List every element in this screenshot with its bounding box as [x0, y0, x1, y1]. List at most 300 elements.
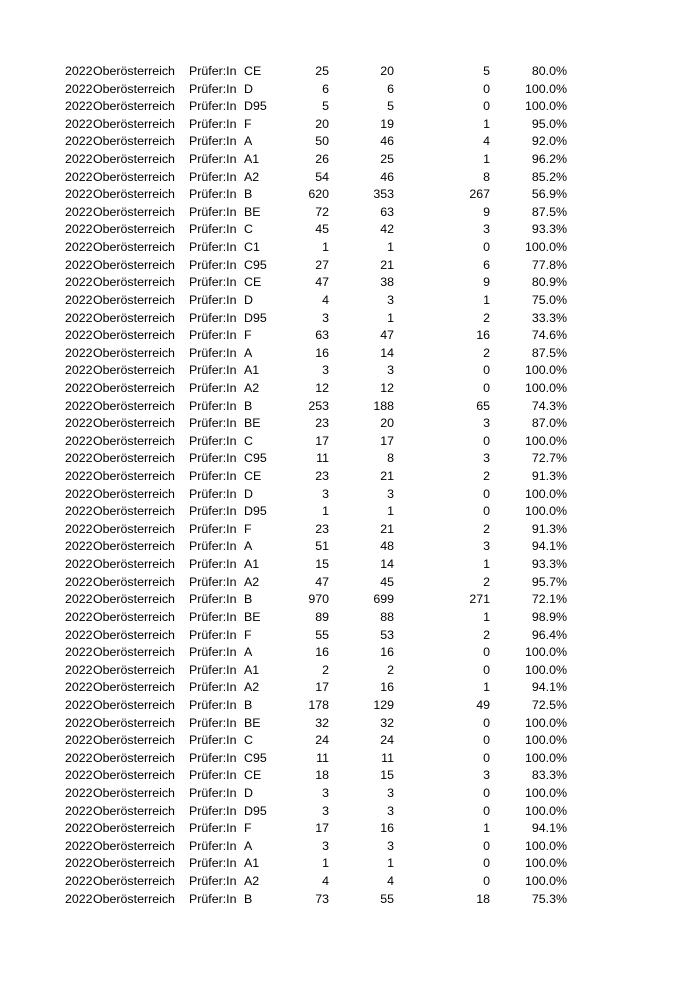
- total-count-cell: 32: [315, 715, 329, 730]
- failed-count-cell: 16: [476, 328, 490, 343]
- pass-rate-cell: 96.4%: [531, 627, 567, 642]
- region-cell: Oberösterreich: [93, 469, 175, 484]
- table-row: [0, 169, 700, 187]
- failed-count-cell: 2: [483, 627, 490, 642]
- table-row: [0, 521, 700, 539]
- passed-count-cell: 45: [380, 574, 394, 589]
- passed-count-cell: 17: [380, 433, 394, 448]
- pass-rate-cell: 85.2%: [531, 169, 567, 184]
- failed-count-cell: 0: [483, 874, 490, 889]
- table-row: [0, 257, 700, 275]
- table-row: [0, 750, 700, 768]
- region-cell: Oberösterreich: [93, 785, 175, 800]
- total-count-cell: 16: [315, 345, 329, 360]
- pass-rate-cell: 94.1%: [531, 539, 567, 554]
- passed-count-cell: 42: [380, 222, 394, 237]
- license-class-cell: A1: [244, 152, 260, 167]
- failed-count-cell: 0: [483, 733, 490, 748]
- license-class-cell: A1: [244, 856, 260, 871]
- year-cell: 2022: [65, 803, 93, 818]
- table-row: [0, 468, 700, 486]
- pass-rate-cell: 100.0%: [524, 380, 567, 395]
- passed-count-cell: 46: [380, 169, 394, 184]
- license-class-cell: F: [244, 328, 252, 343]
- total-count-cell: 54: [315, 169, 329, 184]
- license-class-cell: A1: [244, 557, 260, 572]
- year-cell: 2022: [65, 99, 93, 114]
- table-row: [0, 274, 700, 292]
- table-row: [0, 697, 700, 715]
- failed-count-cell: 2: [483, 345, 490, 360]
- year-cell: 2022: [65, 134, 93, 149]
- region-cell: Oberösterreich: [93, 451, 175, 466]
- role-cell: Prüfer:In: [189, 574, 237, 589]
- failed-count-cell: 18: [476, 891, 490, 906]
- failed-count-cell: 0: [483, 380, 490, 395]
- passed-count-cell: 11: [381, 750, 394, 765]
- region-cell: Oberösterreich: [93, 557, 175, 572]
- license-class-cell: CE: [244, 469, 262, 484]
- year-cell: 2022: [65, 257, 93, 272]
- table-row: [0, 415, 700, 433]
- pass-rate-cell: 100.0%: [524, 750, 567, 765]
- region-cell: Oberösterreich: [93, 838, 175, 853]
- role-cell: Prüfer:In: [189, 64, 237, 78]
- region-cell: Oberösterreich: [93, 363, 175, 378]
- year-cell: 2022: [65, 574, 93, 589]
- role-cell: Prüfer:In: [189, 169, 237, 184]
- passed-count-cell: 3: [387, 363, 394, 378]
- passed-count-cell: 3: [387, 803, 394, 818]
- total-count-cell: 5: [322, 99, 329, 114]
- license-class-cell: D: [244, 292, 253, 307]
- pass-rate-cell: 93.3%: [531, 222, 567, 237]
- passed-count-cell: 55: [380, 891, 394, 906]
- region-cell: Oberösterreich: [93, 398, 175, 413]
- role-cell: Prüfer:In: [189, 715, 237, 730]
- region-cell: Oberösterreich: [93, 697, 175, 712]
- pass-rate-cell: 91.3%: [531, 521, 567, 536]
- region-cell: Oberösterreich: [93, 609, 175, 624]
- passed-count-cell: 16: [380, 645, 394, 660]
- table-row: [0, 204, 700, 222]
- passed-count-cell: 4: [387, 874, 394, 889]
- pass-rate-cell: 100.0%: [524, 856, 567, 871]
- pass-rate-cell: 100.0%: [524, 803, 567, 818]
- failed-count-cell: 2: [483, 521, 490, 536]
- passed-count-cell: 188: [373, 398, 394, 413]
- passed-count-cell: 38: [380, 275, 394, 290]
- total-count-cell: 47: [315, 574, 329, 589]
- role-cell: Prüfer:In: [189, 416, 237, 431]
- year-cell: 2022: [65, 116, 93, 131]
- failed-count-cell: 0: [483, 363, 490, 378]
- total-count-cell: 26: [315, 152, 329, 167]
- region-cell: Oberösterreich: [93, 680, 175, 695]
- license-class-cell: F: [244, 116, 252, 131]
- year-cell: 2022: [65, 662, 93, 677]
- role-cell: Prüfer:In: [189, 81, 237, 96]
- year-cell: 2022: [65, 592, 93, 607]
- license-class-cell: A: [244, 645, 253, 660]
- pass-rate-cell: 100.0%: [524, 81, 567, 96]
- pass-rate-cell: 93.3%: [531, 557, 567, 572]
- region-cell: Oberösterreich: [93, 345, 175, 360]
- total-count-cell: 1: [322, 856, 329, 871]
- table-row: [0, 81, 700, 99]
- passed-count-cell: 48: [380, 539, 394, 554]
- total-count-cell: 63: [315, 328, 329, 343]
- year-cell: 2022: [65, 715, 93, 730]
- role-cell: Prüfer:In: [189, 662, 237, 677]
- license-class-cell: D: [244, 785, 253, 800]
- pass-rate-cell: 100.0%: [524, 645, 567, 660]
- license-class-cell: A1: [244, 363, 260, 378]
- spreadsheet-table: [0, 63, 700, 908]
- role-cell: Prüfer:In: [189, 539, 237, 554]
- passed-count-cell: 6: [387, 81, 394, 96]
- role-cell: Prüfer:In: [189, 486, 237, 501]
- role-cell: Prüfer:In: [189, 275, 237, 290]
- region-cell: Oberösterreich: [93, 627, 175, 642]
- total-count-cell: 15: [315, 557, 329, 572]
- license-class-cell: B: [244, 592, 253, 607]
- role-cell: Prüfer:In: [189, 838, 237, 853]
- year-cell: 2022: [65, 469, 93, 484]
- passed-count-cell: 3: [387, 292, 394, 307]
- failed-count-cell: 1: [483, 821, 490, 836]
- year-cell: 2022: [65, 891, 93, 906]
- role-cell: Prüfer:In: [189, 891, 237, 906]
- pass-rate-cell: 74.6%: [531, 328, 567, 343]
- region-cell: Oberösterreich: [93, 64, 175, 78]
- passed-count-cell: 16: [380, 680, 394, 695]
- failed-count-cell: 6: [483, 257, 490, 272]
- region-cell: Oberösterreich: [93, 856, 175, 871]
- total-count-cell: 89: [315, 609, 329, 624]
- year-cell: 2022: [65, 451, 93, 466]
- passed-count-cell: 3: [387, 785, 394, 800]
- failed-count-cell: 9: [483, 275, 490, 290]
- table-row: [0, 310, 700, 328]
- failed-count-cell: 4: [483, 134, 490, 149]
- role-cell: Prüfer:In: [189, 292, 237, 307]
- year-cell: 2022: [65, 310, 93, 325]
- year-cell: 2022: [65, 292, 93, 307]
- total-count-cell: 3: [322, 838, 329, 853]
- failed-count-cell: 0: [483, 803, 490, 818]
- license-class-cell: A2: [244, 874, 260, 889]
- pass-rate-cell: 94.1%: [531, 680, 567, 695]
- failed-count-cell: 8: [483, 169, 490, 184]
- year-cell: 2022: [65, 187, 93, 202]
- role-cell: Prüfer:In: [189, 152, 237, 167]
- region-cell: Oberösterreich: [93, 380, 175, 395]
- table-row: [0, 362, 700, 380]
- total-count-cell: 1: [322, 240, 329, 255]
- passed-count-cell: 53: [380, 627, 394, 642]
- role-cell: Prüfer:In: [189, 310, 237, 325]
- table-row: [0, 873, 700, 891]
- table-row: [0, 503, 700, 521]
- year-cell: 2022: [65, 768, 93, 783]
- passed-count-cell: 21: [380, 257, 394, 272]
- passed-count-cell: 15: [380, 768, 394, 783]
- passed-count-cell: 20: [380, 416, 394, 431]
- failed-count-cell: 5: [483, 64, 490, 78]
- passed-count-cell: 19: [380, 116, 394, 131]
- total-count-cell: 178: [308, 697, 329, 712]
- region-cell: Oberösterreich: [93, 891, 175, 906]
- passed-count-cell: 1: [387, 240, 394, 255]
- pass-rate-cell: 100.0%: [524, 486, 567, 501]
- failed-count-cell: 9: [483, 204, 490, 219]
- license-class-cell: D95: [244, 99, 267, 114]
- passed-count-cell: 129: [373, 697, 394, 712]
- failed-count-cell: 3: [483, 451, 490, 466]
- table-row: [0, 98, 700, 116]
- role-cell: Prüfer:In: [189, 451, 237, 466]
- license-class-cell: D: [244, 81, 253, 96]
- region-cell: Oberösterreich: [93, 116, 175, 131]
- region-cell: Oberösterreich: [93, 715, 175, 730]
- pass-rate-cell: 100.0%: [524, 240, 567, 255]
- license-class-cell: A2: [244, 574, 260, 589]
- passed-count-cell: 20: [380, 64, 394, 78]
- role-cell: Prüfer:In: [189, 627, 237, 642]
- license-class-cell: D95: [244, 310, 267, 325]
- role-cell: Prüfer:In: [189, 187, 237, 202]
- failed-count-cell: 0: [483, 99, 490, 114]
- table-row: [0, 679, 700, 697]
- year-cell: 2022: [65, 64, 93, 78]
- total-count-cell: 1: [322, 504, 329, 519]
- total-count-cell: 16: [315, 645, 329, 660]
- region-cell: Oberösterreich: [93, 750, 175, 765]
- license-class-cell: BE: [244, 204, 261, 219]
- total-count-cell: 55: [315, 627, 329, 642]
- passed-count-cell: 88: [380, 609, 394, 624]
- pass-rate-cell: 95.7%: [531, 574, 567, 589]
- role-cell: Prüfer:In: [189, 645, 237, 660]
- region-cell: Oberösterreich: [93, 874, 175, 889]
- role-cell: Prüfer:In: [189, 469, 237, 484]
- license-class-cell: F: [244, 521, 252, 536]
- pass-rate-cell: 80.9%: [531, 275, 567, 290]
- region-cell: Oberösterreich: [93, 204, 175, 219]
- passed-count-cell: 32: [380, 715, 394, 730]
- role-cell: Prüfer:In: [189, 363, 237, 378]
- year-cell: 2022: [65, 380, 93, 395]
- year-cell: 2022: [65, 539, 93, 554]
- total-count-cell: 51: [315, 539, 329, 554]
- license-class-cell: F: [244, 821, 252, 836]
- table-row: [0, 221, 700, 239]
- table-row: [0, 398, 700, 416]
- failed-count-cell: 1: [483, 557, 490, 572]
- total-count-cell: 24: [315, 733, 329, 748]
- license-class-cell: BE: [244, 609, 261, 624]
- year-cell: 2022: [65, 874, 93, 889]
- pass-rate-cell: 100.0%: [524, 715, 567, 730]
- region-cell: Oberösterreich: [93, 222, 175, 237]
- license-class-cell: CE: [244, 64, 262, 78]
- passed-count-cell: 21: [380, 469, 394, 484]
- role-cell: Prüfer:In: [189, 521, 237, 536]
- license-class-cell: C: [244, 433, 253, 448]
- failed-count-cell: 0: [483, 81, 490, 96]
- total-count-cell: 3: [322, 363, 329, 378]
- table-row: [0, 433, 700, 451]
- role-cell: Prüfer:In: [189, 204, 237, 219]
- total-count-cell: 970: [308, 592, 329, 607]
- failed-count-cell: 49: [476, 697, 490, 712]
- license-class-cell: D: [244, 486, 253, 501]
- region-cell: Oberösterreich: [93, 416, 175, 431]
- region-cell: Oberösterreich: [93, 169, 175, 184]
- total-count-cell: 4: [322, 874, 329, 889]
- license-class-cell: A: [244, 345, 253, 360]
- year-cell: 2022: [65, 152, 93, 167]
- license-class-cell: BE: [244, 715, 261, 730]
- role-cell: Prüfer:In: [189, 116, 237, 131]
- year-cell: 2022: [65, 821, 93, 836]
- passed-count-cell: 24: [380, 733, 394, 748]
- region-cell: Oberösterreich: [93, 134, 175, 149]
- year-cell: 2022: [65, 645, 93, 660]
- license-class-cell: B: [244, 891, 253, 906]
- passed-count-cell: 3: [387, 486, 394, 501]
- role-cell: Prüfer:In: [189, 768, 237, 783]
- failed-count-cell: 3: [483, 539, 490, 554]
- license-class-cell: C: [244, 222, 253, 237]
- failed-count-cell: 0: [483, 240, 490, 255]
- license-class-cell: A2: [244, 380, 260, 395]
- pass-rate-cell: 83.3%: [531, 768, 567, 783]
- pass-rate-cell: 95.0%: [531, 116, 567, 131]
- pass-rate-cell: 91.3%: [531, 469, 567, 484]
- year-cell: 2022: [65, 204, 93, 219]
- year-cell: 2022: [65, 363, 93, 378]
- role-cell: Prüfer:In: [189, 733, 237, 748]
- passed-count-cell: 1: [387, 310, 394, 325]
- failed-count-cell: 0: [483, 856, 490, 871]
- role-cell: Prüfer:In: [189, 592, 237, 607]
- failed-count-cell: 2: [483, 574, 490, 589]
- total-count-cell: 6: [322, 81, 329, 96]
- failed-count-cell: 1: [483, 680, 490, 695]
- pass-rate-cell: 92.0%: [531, 134, 567, 149]
- region-cell: Oberösterreich: [93, 240, 175, 255]
- failed-count-cell: 2: [483, 310, 490, 325]
- table-row: [0, 133, 700, 151]
- role-cell: Prüfer:In: [189, 856, 237, 871]
- region-cell: Oberösterreich: [93, 574, 175, 589]
- year-cell: 2022: [65, 856, 93, 871]
- table-row: [0, 627, 700, 645]
- table-row: [0, 380, 700, 398]
- license-class-cell: C95: [244, 750, 267, 765]
- total-count-cell: 3: [322, 785, 329, 800]
- passed-count-cell: 25: [380, 152, 394, 167]
- year-cell: 2022: [65, 81, 93, 96]
- total-count-cell: 47: [315, 275, 329, 290]
- table-row: [0, 486, 700, 504]
- total-count-cell: 11: [316, 451, 329, 466]
- role-cell: Prüfer:In: [189, 680, 237, 695]
- failed-count-cell: 2: [483, 469, 490, 484]
- license-class-cell: A2: [244, 169, 260, 184]
- pass-rate-cell: 80.0%: [531, 64, 567, 78]
- table-row: [0, 63, 700, 81]
- failed-count-cell: 0: [483, 715, 490, 730]
- license-class-cell: A: [244, 134, 253, 149]
- total-count-cell: 23: [315, 521, 329, 536]
- total-count-cell: 3: [322, 803, 329, 818]
- license-class-cell: A2: [244, 680, 260, 695]
- year-cell: 2022: [65, 240, 93, 255]
- year-cell: 2022: [65, 222, 93, 237]
- table-row: [0, 609, 700, 627]
- pass-rate-cell: 100.0%: [524, 99, 567, 114]
- role-cell: Prüfer:In: [189, 433, 237, 448]
- passed-count-cell: 46: [380, 134, 394, 149]
- pass-rate-cell: 72.1%: [531, 592, 567, 607]
- table-row: [0, 891, 700, 909]
- table-row: [0, 556, 700, 574]
- total-count-cell: 50: [315, 134, 329, 149]
- year-cell: 2022: [65, 433, 93, 448]
- total-count-cell: 4: [322, 292, 329, 307]
- region-cell: Oberösterreich: [93, 310, 175, 325]
- table-row: [0, 239, 700, 257]
- license-class-cell: A1: [244, 662, 260, 677]
- passed-count-cell: 8: [387, 451, 394, 466]
- passed-count-cell: 47: [380, 328, 394, 343]
- region-cell: Oberösterreich: [93, 768, 175, 783]
- passed-count-cell: 1: [387, 504, 394, 519]
- license-class-cell: CE: [244, 768, 262, 783]
- region-cell: Oberösterreich: [93, 803, 175, 818]
- year-cell: 2022: [65, 486, 93, 501]
- table-row: [0, 855, 700, 873]
- failed-count-cell: 65: [476, 398, 490, 413]
- total-count-cell: 45: [315, 222, 329, 237]
- table-row: [0, 785, 700, 803]
- failed-count-cell: 0: [483, 750, 490, 765]
- total-count-cell: 20: [315, 116, 329, 131]
- total-count-cell: 12: [315, 380, 329, 395]
- pass-rate-cell: 74.3%: [531, 398, 567, 413]
- pass-rate-cell: 87.5%: [531, 345, 567, 360]
- role-cell: Prüfer:In: [189, 257, 237, 272]
- license-class-cell: B: [244, 398, 253, 413]
- total-count-cell: 72: [315, 204, 329, 219]
- total-count-cell: 3: [322, 486, 329, 501]
- total-count-cell: 23: [315, 416, 329, 431]
- year-cell: 2022: [65, 627, 93, 642]
- passed-count-cell: 16: [380, 821, 394, 836]
- failed-count-cell: 0: [483, 662, 490, 677]
- table-row: [0, 327, 700, 345]
- license-class-cell: D95: [244, 504, 267, 519]
- table-row: [0, 450, 700, 468]
- failed-count-cell: 0: [483, 838, 490, 853]
- year-cell: 2022: [65, 838, 93, 853]
- role-cell: Prüfer:In: [189, 99, 237, 114]
- passed-count-cell: 353: [373, 187, 394, 202]
- table-row: [0, 838, 700, 856]
